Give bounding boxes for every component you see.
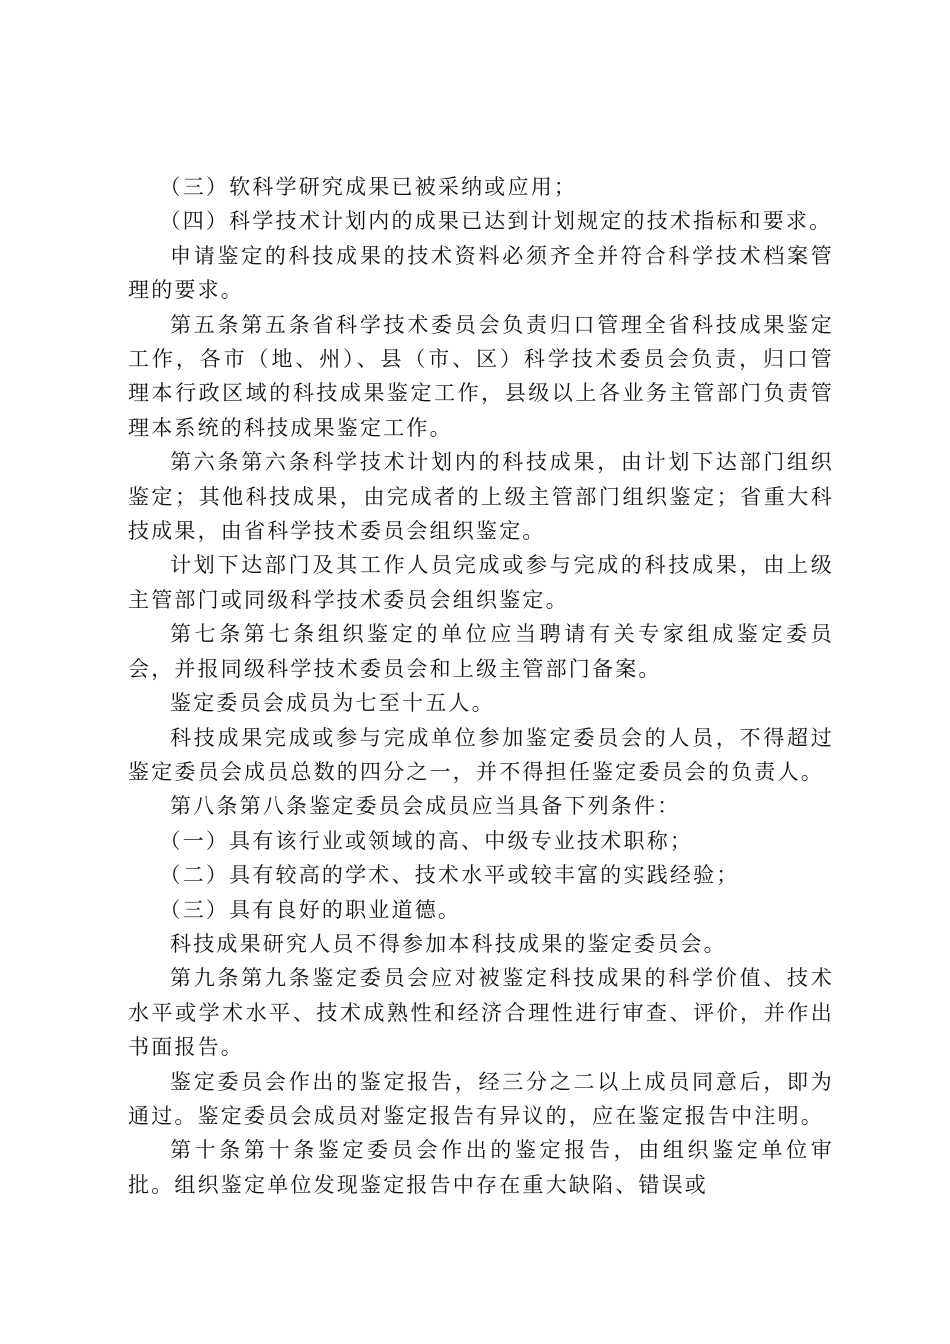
- paragraph: 第七条第七条组织鉴定的单位应当聘请有关专家组成鉴定委员会，并报同级科学技术委员会和上级主管部门备案。: [128, 622, 834, 681]
- paragraph: 科技成果完成或参与完成单位参加鉴定委员会的人员，不得超过鉴定委员会成员总数的四分之一，并不得担任鉴定委员会的负责人。: [128, 725, 834, 784]
- paragraph: （一）具有该行业或领域的高、中级专业技术职称；: [159, 828, 694, 853]
- paragraph: 鉴定委员会作出的鉴定报告，经三分之二以上成员同意后，即为通过。鉴定委员会成员对鉴定报告有异议的，应在鉴定报告中注明。: [128, 1069, 834, 1128]
- paragraph: 第九条第九条鉴定委员会应对被鉴定科技成果的科学价值、技术水平或学术水平、技术成熟性和经济合理性进行审查、评价，并作出书面报告。: [128, 966, 834, 1060]
- paragraph: （三）具有良好的职业道德。: [159, 897, 462, 922]
- paragraph: 鉴定委员会成员为七至十五人。: [170, 691, 495, 716]
- paragraph: 第六条第六条科学技术计划内的科技成果，由计划下达部门组织鉴定；其他科技成果，由完成者的上级主管部门组织鉴定；省重大科技成果，由省科学技术委员会组织鉴定。: [128, 450, 834, 544]
- paragraph: 第十条第十条鉴定委员会作出的鉴定报告，由组织鉴定单位审批。组织鉴定单位发现鉴定报告中存在重大缺陷、错误或: [128, 1138, 834, 1197]
- paragraph: （四）科学技术计划内的成果已达到计划规定的技术指标和要求。: [159, 209, 833, 234]
- paragraph: 申请鉴定的科技成果的技术资料必须齐全并符合科学技术档案管理的要求。: [128, 243, 834, 303]
- paragraph: 第八条第八条鉴定委员会成员应当具备下列条件：: [170, 794, 681, 819]
- paragraph: （二）具有较高的学术、技术水平或较丰富的实践经验；: [159, 863, 740, 888]
- document-body: [128, 170, 834, 1202]
- paragraph: 计划下达部门及其工作人员完成或参与完成的科技成果，由上级主管部门或同级科学技术委员会组织鉴定。: [128, 553, 834, 612]
- paragraph: 第五条第五条省科学技术委员会负责归口管理全省科技成果鉴定工作，各市（地、州）、县（市、区）科学技术委员会负责，归口管理本行政区域的科技成果鉴定工作，县级以上各业务主管部门负责管理本系统的科技成果鉴定工作。: [128, 312, 834, 440]
- paragraph: （三）软科学研究成果已被采纳或应用；: [159, 175, 578, 199]
- paragraph: 科技成果研究人员不得参加本科技成果的鉴定委员会。: [170, 931, 727, 956]
